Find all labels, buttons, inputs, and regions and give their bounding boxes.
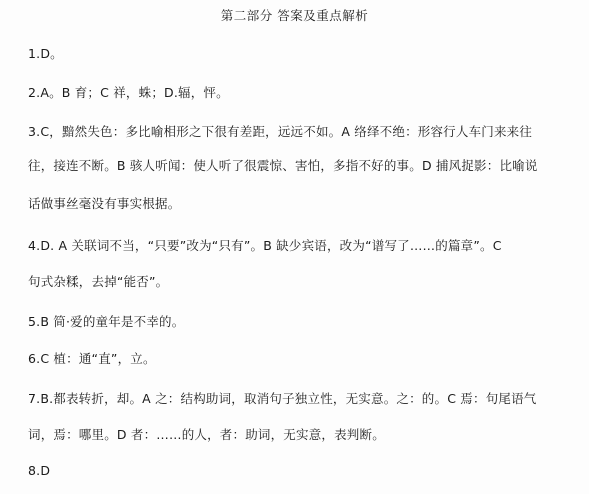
page-title: 第二部分 答案及重点解析 (220, 8, 369, 23)
answer-4-line-1: 4.D. A 关联词不当，“只要”改为“只有”。B 缺少宾语，改为“谱写了……的篇章”。C (28, 238, 502, 253)
answer-5: 5.B 简·爱的童年是不幸的。 (28, 314, 185, 329)
answer-1: 1.D。 (28, 46, 63, 61)
answer-8: 8.D (28, 463, 51, 478)
answer-3-line-2: 往，接连不断。B 骇人听闻：使人听了很震惊、害怕，多指不好的事。D 捕风捉影：比喻说 (28, 158, 538, 173)
answer-7-line-2: 词，焉：哪里。D 者：……的人，者：助词，无实意，表判断。 (28, 427, 385, 442)
answer-3-line-1: 3.C，黯然失色：多比喻相形之下很有差距，远远不如。A 络绎不绝：形容行人车门来来往 (28, 124, 533, 139)
answer-3-line-3: 话做事丝毫没有事实根据。 (28, 196, 181, 211)
answer-7-line-1: 7.B.都表转折，却。A 之：结构助词，取消句子独立性，无实意。之：的。C 焉：句尾语气 (28, 391, 537, 406)
answer-2: 2.A。B 育；C 祥，蛛；D.辐，怦。 (28, 85, 229, 100)
answer-6: 6.C 植：通“直”，立。 (28, 351, 156, 366)
answer-4-line-2: 句式杂糅，去掉“能否”。 (28, 274, 169, 289)
